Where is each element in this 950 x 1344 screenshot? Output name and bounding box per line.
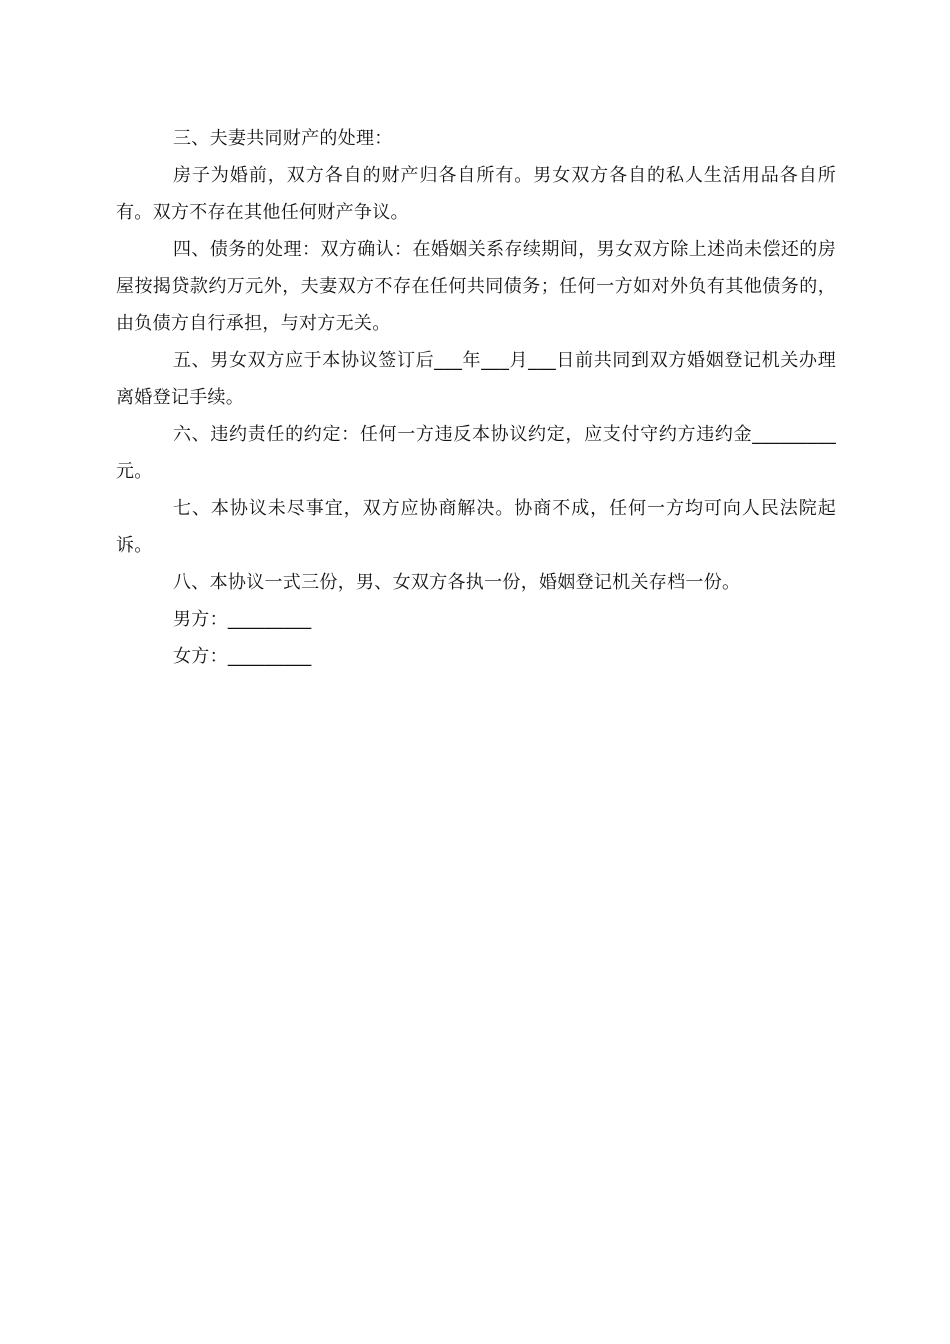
section-6-liability: 六、违约责任的约定：任何一方违反本协议约定，应支付守约方违约金_________元。 [116, 424, 836, 482]
document-body [116, 120, 836, 675]
section-5-registration: 五、男女双方应于本协议签订后___年___月___日前共同到双方婚姻登记机关办理离婚登记手续。 [116, 350, 836, 408]
section-3-body: 房子为婚前，双方各自的财产归各自所有。男女双方各自的私人生活用品各自所有。双方不存在其他任何财产争议。 [116, 165, 836, 223]
section-7-disputes: 七、本协议未尽事宜，双方应协商解决。协商不成，任何一方均可向人民法院起诉。 [116, 498, 836, 556]
female-signature-line: 女方：_________ [173, 646, 312, 667]
section-4-debt: 四、债务的处理：双方确认：在婚姻关系存续期间，男女双方除上述尚未偿还的房屋按揭贷款约万元外，夫妻双方不存在任何共同债务；任何一方如对外负有其他债务的，由负债方自行承担，与对方无关。 [116, 239, 836, 334]
male-signature-line: 男方：_________ [173, 609, 312, 630]
section-8-copies: 八、本协议一式三份，男、女双方各执一份，婚姻登记机关存档一份。 [173, 572, 741, 593]
section-3-heading: 三、夫妻共同财产的处理： [173, 128, 393, 149]
